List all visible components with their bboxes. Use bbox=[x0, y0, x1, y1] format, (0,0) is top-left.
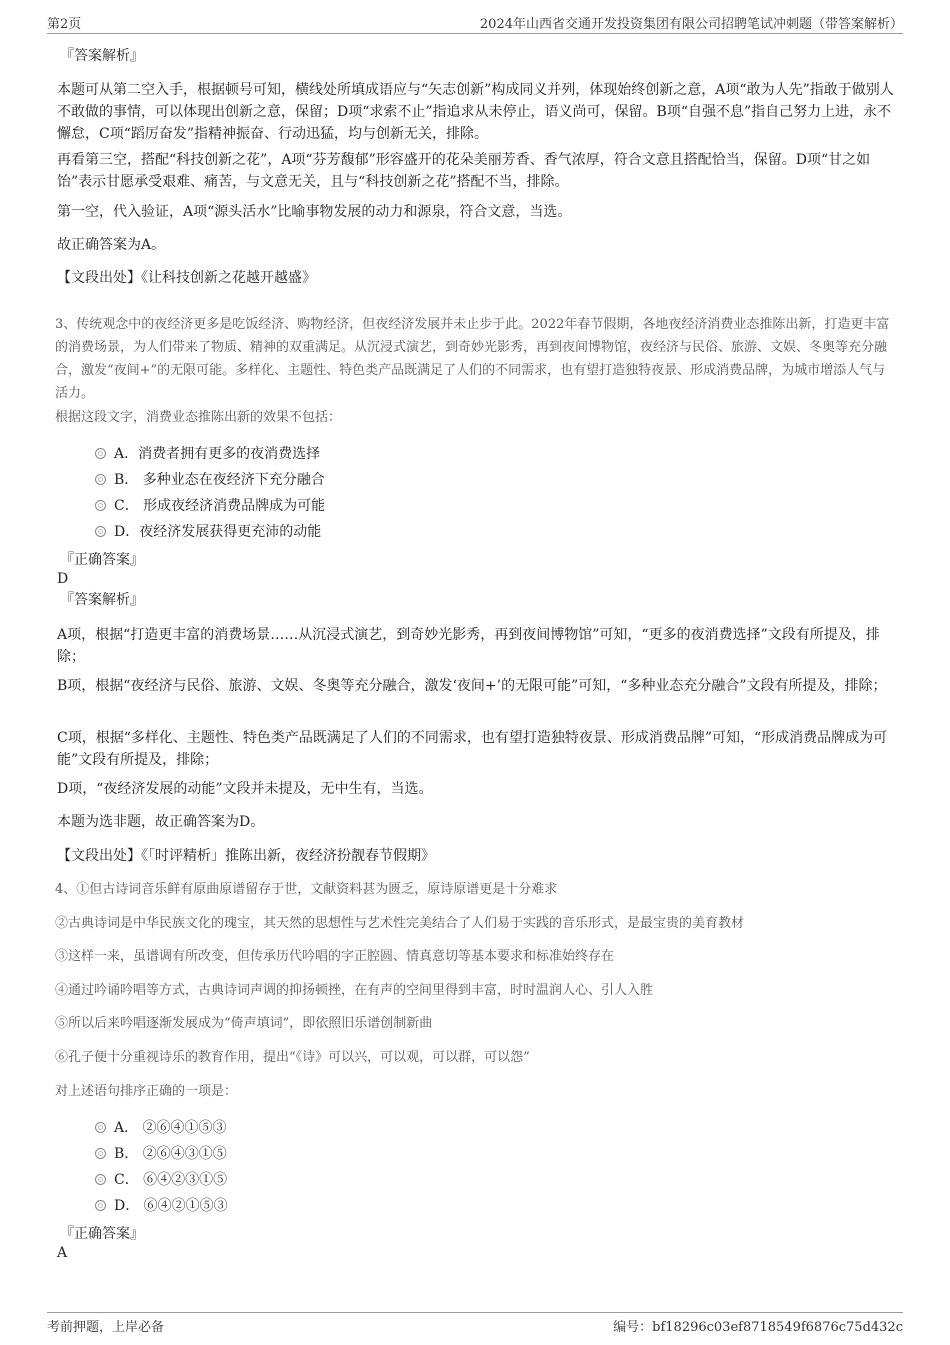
q4-sentence-6: ⑥孔子便十分重视诗乐的教育作用，提出“《诗》可以兴，可以观，可以群，可以怨” bbox=[55, 1050, 530, 1065]
q4-option-a[interactable]: A． ②⑥④①⑤③ bbox=[95, 1118, 227, 1138]
q3-analysis-label: 『答案解析』 bbox=[60, 592, 144, 608]
radio-icon[interactable] bbox=[95, 1148, 106, 1159]
q2-analysis-para1: 本题可从第二空入手，根据顿号可知，横线处所填成语应与“矢志创新”构成同义并列，体现始终创新之意，A项“敢为人先”指敢于做别人不敢做的事情，可以体现出创新之意，保留；D项“求索不止”指追求从未停止，语义尚可，保留。B项“自强不息”指自己努力上进，永不懈怠，C项“蹈厉奋发”指精神振奋、行动迅猛，均与创新无关，排除。 bbox=[57, 82, 894, 142]
radio-icon[interactable] bbox=[95, 526, 106, 537]
q2-analysis-para2: 再看第三空，搭配“科技创新之花”，A项“芬芳馥郁”形容盛开的花朵美丽芳香、香气浓厚，符合文意且搭配恰当，保留。D项“甘之如饴”表示甘愿承受艰难、痛苦，与文意无关，且与“科技创新之花”搭配不当，排除。 bbox=[57, 152, 871, 190]
q3-option-b[interactable]: B． 多种业态在夜经济下充分融合 bbox=[95, 470, 325, 490]
page-header bbox=[47, 13, 903, 34]
radio-icon[interactable] bbox=[95, 1174, 106, 1185]
q4-option-d[interactable]: D． ⑥④②①⑤③ bbox=[95, 1196, 228, 1216]
radio-icon[interactable] bbox=[95, 474, 106, 485]
radio-icon[interactable] bbox=[95, 1122, 106, 1133]
footer-serial: 编号：bf18296c03ef8718549f6876c75d432c bbox=[613, 1320, 903, 1335]
q3-option-a[interactable]: A．消费者拥有更多的夜消费选择 bbox=[95, 444, 320, 464]
q3-analysis-d: D项，“夜经济发展的动能”文段并未提及，无中生有，当选。 bbox=[57, 781, 433, 797]
q2-source: 【文段出处】《让科技创新之花越开越盛》 bbox=[57, 270, 316, 286]
q4-prompt: 对上述语句排序正确的一项是： bbox=[55, 1084, 238, 1099]
q3-prompt: 根据这段文字，消费业态推陈出新的效果不包括： bbox=[55, 410, 342, 425]
q3-correct-answer: D bbox=[57, 571, 69, 587]
q4-sentence-5: ⑤所以后来吟唱逐渐发展成为“倚声填词”，即依照旧乐谱创制新曲 bbox=[55, 1016, 433, 1031]
q4-option-b[interactable]: B． ②⑥④③①⑤ bbox=[95, 1144, 227, 1164]
q4-correct-label: 『正确答案』 bbox=[60, 1226, 144, 1242]
radio-icon[interactable] bbox=[95, 500, 106, 511]
q2-analysis-para4: 故正确答案为A。 bbox=[57, 237, 166, 253]
q3-source: 【文段出处】《「时评精析」推陈出新，夜经济扮靓春节假期》 bbox=[57, 848, 435, 864]
radio-icon[interactable] bbox=[95, 1200, 106, 1211]
page-footer bbox=[47, 1312, 903, 1335]
document-title: 2024年山西省交通开发投资集团有限公司招聘笔试冲刺题（带答案解析） bbox=[479, 17, 903, 32]
q2-analysis-para3: 第一空，代入验证，A项“源头活水”比喻事物发展的动力和源泉，符合文意，当选。 bbox=[57, 204, 572, 220]
radio-icon[interactable] bbox=[95, 448, 106, 459]
q3-analysis-a: A项，根据“打造更丰富的消费场景……从沉浸式演艺，到奇妙光影秀，再到夜间博物馆”可知，“更多的夜消费选择”文段有所提及，排除； bbox=[57, 627, 880, 665]
q3-analysis-conclusion: 本题为选非题，故正确答案为D。 bbox=[57, 814, 265, 830]
q2-analysis-label: 『答案解析』 bbox=[60, 48, 144, 64]
q3-analysis-b: B项，根据“夜经济与民俗、旅游、文娱、冬奥等充分融合，激发‘夜间+’的无限可能”可知，“多种业态充分融合”文段有所提及，排除； bbox=[57, 678, 887, 694]
q4-sentence-1: 4、①但古诗词音乐鲜有原曲原谱留存于世，文献资料甚为匮乏，原诗原谱更是十分难求 bbox=[55, 882, 558, 897]
q3-option-d[interactable]: D．夜经济发展获得更充沛的动能 bbox=[95, 522, 321, 542]
q4-correct-answer: A bbox=[57, 1245, 68, 1261]
q3-option-c[interactable]: C． 形成夜经济消费品牌成为可能 bbox=[95, 496, 325, 516]
q3-analysis-c: C项，根据“多样化、主题性、特色类产品既满足了人们的不同需求，也有望打造独特夜景、形成消费品牌”可知，“形成消费品牌成为可能”文段有所提及，排除； bbox=[57, 730, 888, 768]
q4-option-c[interactable]: C． ⑥④②③①⑤ bbox=[95, 1170, 227, 1190]
q4-sentence-2: ②古典诗词是中华民族文化的瑰宝，其天然的思想性与艺术性完美结合了人们易于实践的音乐形式，是最宝贵的美育教材 bbox=[55, 916, 745, 931]
footer-slogan: 考前押题，上岸必备 bbox=[47, 1320, 165, 1335]
q3-question-text: 3、传统观念中的夜经济更多是吃饭经济、购物经济，但夜经济发展并未止步于此。2022年春节假期，各地夜经济消费业态推陈出新，打造更丰富的消费场景，为人们带来了物质、精神的双重满足。从沉浸式演艺，到奇妙光影秀，再到夜间博物馆，夜经济与民俗、旅游、文娱、冬奥等充分融合，激发“夜间+”的无限可能。多样化、主题性、特色类产品既满足了人们的不同需求，也有望打造独特夜景、形成消费品牌，为城市增添人气与活力。 bbox=[55, 317, 890, 401]
q3-correct-label: 『正确答案』 bbox=[60, 552, 144, 568]
q4-sentence-4: ④通过吟诵吟唱等方式，古典诗词声调的抑扬顿挫，在有声的空间里得到丰富，时时温润人心、引人入胜 bbox=[55, 983, 654, 998]
q4-sentence-3: ③这样一来，虽谱调有所改变，但传承历代吟唱的字正腔圆、情真意切等基本要求和标准始终存在 bbox=[55, 949, 615, 964]
page-number: 第2页 bbox=[47, 17, 82, 32]
